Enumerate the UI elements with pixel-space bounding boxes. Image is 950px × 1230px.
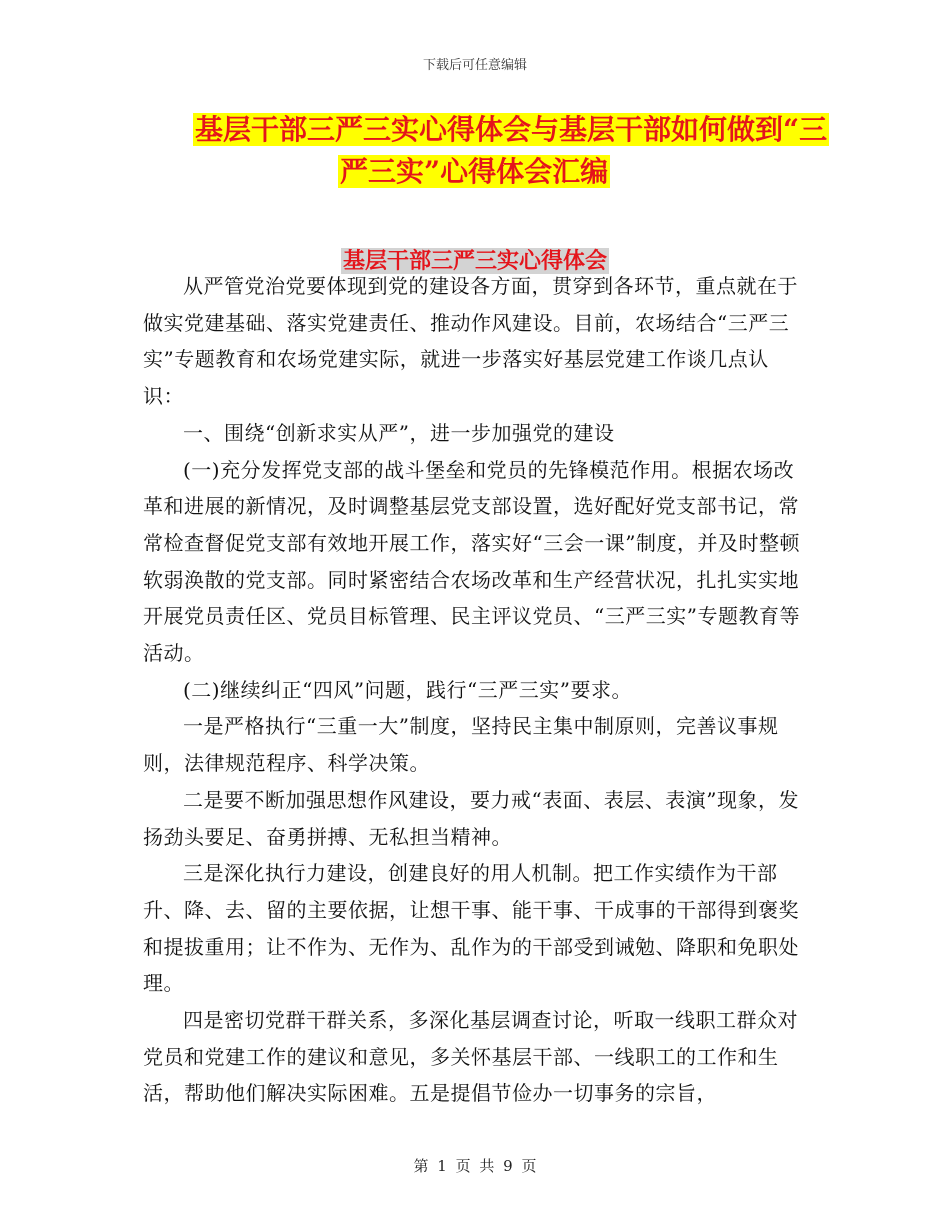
document-title-line1: 基层干部三严三实心得体会与基层干部如何做到“三	[195, 113, 828, 146]
document-body	[143, 268, 808, 1112]
paragraph: 二是要不断加强思想作风建设，要力戒“表面、表层、表演”现象，发扬劲头要足、奋勇拼搏、无私担当精神。	[143, 787, 799, 849]
paragraph: 四是密切党群干群关系，多深化基层调查讨论，听取一线职工群众对党员和党建工作的建议和意见，多关怀基层干部、一线职工的工作和生活，帮助他们解决实际困难。五是提倡节俭办一切事务的宗旨，	[143, 1008, 798, 1106]
paragraph: 从严管党治党要体现到党的建设各方面，贯穿到各环节，重点就在于做实党建基础、落实党建责任、推动作风建设。目前，农场结合“三严三实”专题教育和农场党建实际，就进一步落实好基层党建工作谈几点认识：	[143, 274, 798, 409]
document-title-line2: 严三实”心得体会汇编	[340, 155, 609, 188]
header-note: 下载后可任意编辑	[422, 58, 527, 73]
paragraph: 三是深化执行力建设，创建良好的用人机制。把工作实绩作为干部升、降、去、留的主要依据，让想干事、能干事、干成事的干部得到褒奖和提拔重用；让不作为、无作为、乱作为的干部受到诫勉、降职和免职处理。	[143, 861, 799, 996]
paragraph: (二)继续纠正“四风”问题，践行“三严三实”要求。	[183, 677, 633, 702]
section-subtitle: 基层干部三严三实心得体会	[342, 248, 607, 274]
paragraph: 一、围绕“创新求实从严”，进一步加强党的建设	[183, 420, 615, 445]
page-footer: 第 1 页 共 9 页	[413, 1157, 537, 1175]
paragraph: (一)充分发挥党支部的战斗堡垒和党员的先锋模范作用。根据农场改革和进展的新情况，及时调整基层党支部设置，选好配好党支部书记，常常检查督促党支部有效地开展工作，落实好“三会一课”制度，并及时整顿软弱涣散的党支部。同时紧密结合农场改革和生产经营状况，扎扎实实地开展党员责任区、党员目标管理、民主评议党员、“三严三实”专题教育等活动。	[143, 457, 800, 666]
paragraph: 一是严格执行“三重一大”制度，坚持民主集中制原则，完善议事规则，法律规范程序、科学决策。	[143, 714, 779, 776]
